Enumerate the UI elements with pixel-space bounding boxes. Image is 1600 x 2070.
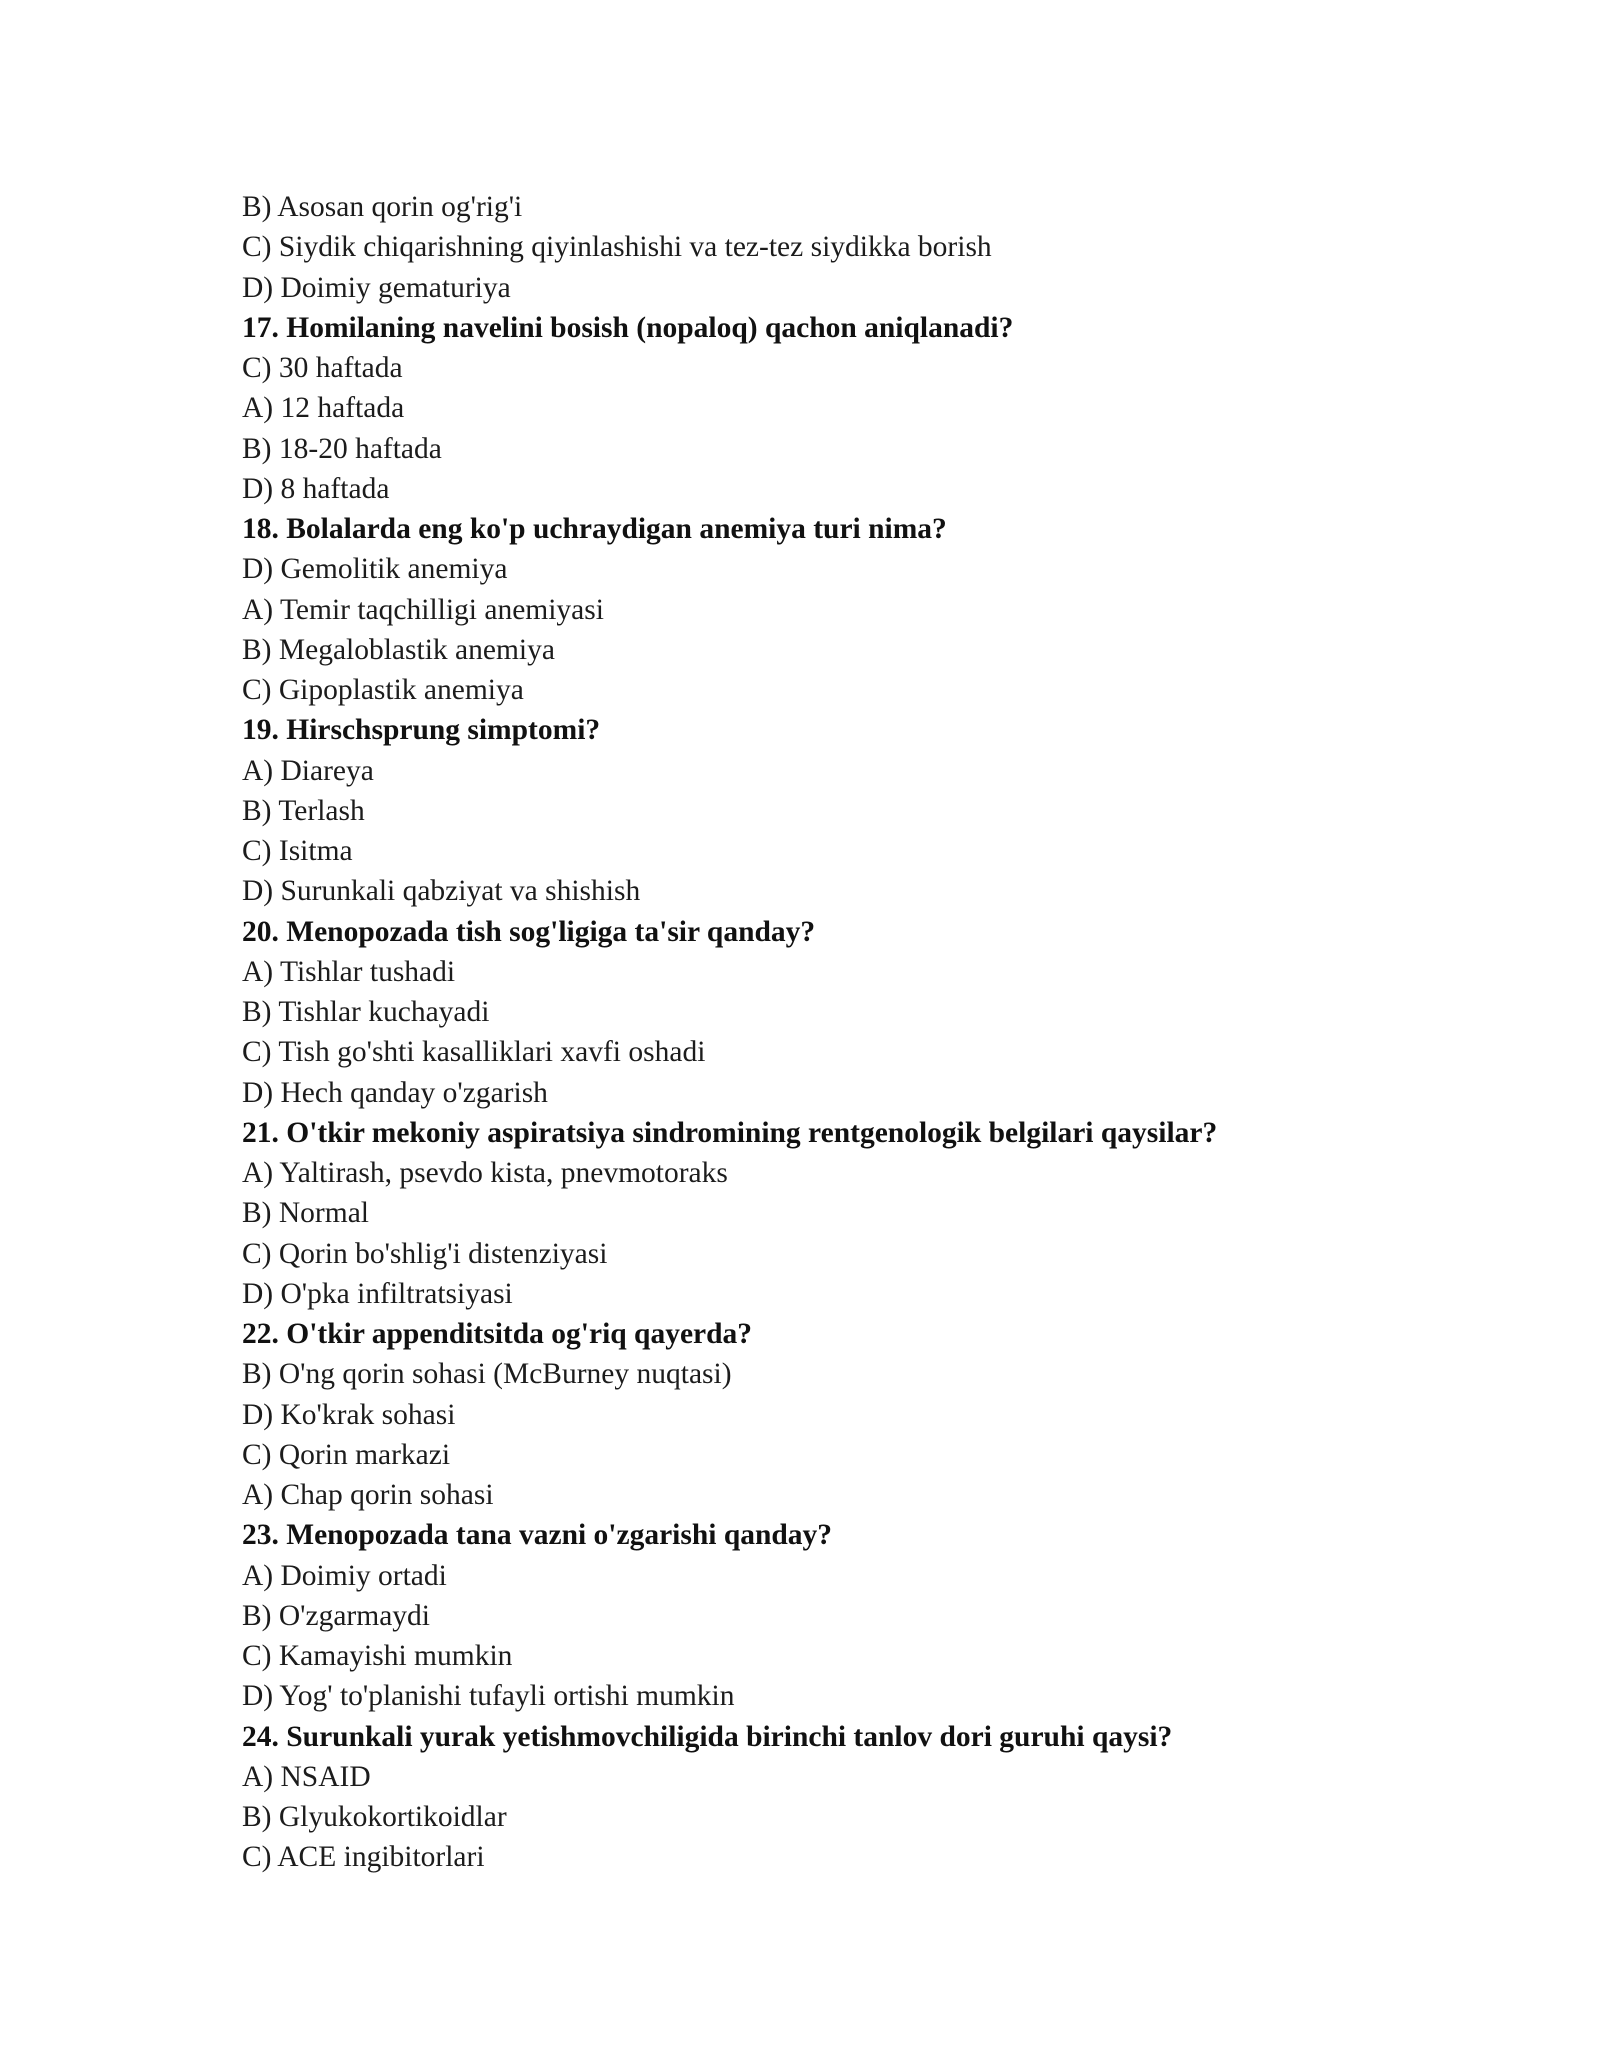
answer-option: C) Qorin markazi (242, 1438, 451, 1471)
answer-option: D) Ko'krak sohasi (242, 1398, 456, 1431)
answer-option: B) Normal (242, 1197, 369, 1230)
answer-option: B) Tishlar kuchayadi (242, 996, 490, 1028)
answer-option: B) Asosan qorin og'rig'i (242, 191, 523, 223)
answer-option: D) O'pka infiltratsiyasi (242, 1277, 513, 1310)
question-heading: 17. Homilaning navelini bosish (nopaloq) qachon aniqlanadi? (242, 311, 1014, 344)
answer-option: A) 12 haftada (242, 392, 405, 425)
answer-option: A) Diareya (242, 754, 374, 787)
answer-option: A) Temir taqchilligi anemiyasi (242, 593, 604, 626)
answer-option: D) Doimiy gematuriya (242, 271, 511, 304)
answer-option: C) Tish go'shti kasalliklari xavfi oshadi (242, 1036, 706, 1069)
question-heading: 24. Surunkali yurak yetishmovchiligida birinchi tanlov dori guruhi qaysi? (242, 1720, 1173, 1753)
question-heading: 23. Menopozada tana vazni o'zgarishi qanday? (242, 1519, 833, 1552)
answer-option: B) O'zgarmaydi (242, 1599, 430, 1632)
answer-option: B) O'ng qorin sohasi (McBurney nuqtasi) (242, 1358, 732, 1391)
answer-option: D) Gemolitik anemiya (242, 553, 508, 586)
answer-option: C) Gipoplastik anemiya (242, 674, 524, 706)
answer-option: A) Chap qorin sohasi (242, 1479, 494, 1511)
answer-option: C) ACE ingibitorlari (242, 1841, 485, 1874)
answer-option: A) Yaltirash, psevdo kista, pnevmotoraks (242, 1157, 728, 1189)
answer-option: D) Yog' to'planishi tufayli ortishi mumkin (242, 1680, 735, 1713)
document-body (242, 187, 1442, 1878)
answer-option: A) Doimiy ortadi (242, 1559, 447, 1592)
answer-option: C) Kamayishi mumkin (242, 1640, 513, 1672)
answer-option: C) Siydik chiqarishning qiyinlashishi va tez-tez siydikka borish (242, 231, 992, 264)
answer-option: D) 8 haftada (242, 472, 390, 505)
question-heading: 21. O'tkir mekoniy aspiratsiya sindromining rentgenologik belgilari qaysilar? (242, 1116, 1218, 1149)
question-heading: 22. O'tkir appenditsitda og'riq qayerda? (242, 1318, 753, 1350)
answer-option: B) Megaloblastik anemiya (242, 633, 555, 666)
answer-option: A) NSAID (242, 1760, 371, 1793)
answer-option: B) 18-20 haftada (242, 432, 442, 465)
answer-option: C) Qorin bo'shlig'i distenziyasi (242, 1237, 608, 1270)
answer-option: B) Glyukokortikoidlar (242, 1801, 507, 1833)
answer-option: C) 30 haftada (242, 352, 403, 384)
answer-option: A) Tishlar tushadi (242, 955, 456, 988)
answer-option: C) Isitma (242, 835, 353, 867)
question-heading: 19. Hirschsprung simptomi? (242, 714, 601, 747)
question-heading: 20. Menopozada tish sog'ligiga ta'sir qanday? (242, 915, 816, 948)
answer-option: D) Surunkali qabziyat va shishish (242, 875, 641, 908)
question-heading: 18. Bolalarda eng ko'p uchraydigan anemiya turi nima? (242, 513, 947, 545)
answer-option: D) Hech qanday o'zgarish (242, 1076, 548, 1109)
answer-option: B) Terlash (242, 794, 365, 827)
